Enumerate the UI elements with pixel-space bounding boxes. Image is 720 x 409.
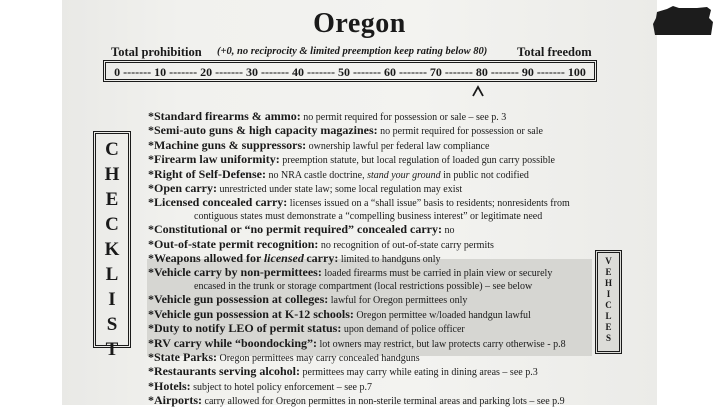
vehicles-letter: E [605, 267, 612, 277]
checklist-letter: H [104, 164, 120, 185]
checklist-item-heading: *Weapons allowed for [148, 251, 262, 266]
checklist-item-line [148, 266, 598, 280]
rating-marker-caret-icon [471, 84, 485, 98]
vehicles-letters [598, 253, 619, 344]
page-title: Oregon [313, 8, 406, 39]
checklist-item-heading: *Vehicle gun possession at K-12 schools: [148, 306, 354, 321]
checklist-item [148, 196, 598, 223]
checklist-item-body-emphasis: stand your ground [367, 169, 441, 181]
checklist-item [148, 380, 598, 394]
checklist-item-heading: *Open carry: [148, 181, 217, 196]
checklist-item [148, 365, 598, 379]
checklist-item-body: lot owners may restrict, but law protects carry otherwise - p.8 [319, 338, 566, 350]
vehicles-letter: V [605, 256, 612, 266]
checklist-item-line [148, 380, 598, 394]
checklist-letters [96, 134, 128, 362]
checklist-item-body: no permit required for possession or sale [380, 126, 543, 138]
scale-left-label: Total prohibition [111, 45, 202, 59]
checklist-item-heading: *Out-of-state permit recognition: [148, 236, 319, 251]
checklist-item-body: no recognition of out-of-state carry permits [320, 239, 494, 251]
bleed-through-letters [633, 135, 636, 157]
checklist-item-line [148, 337, 598, 351]
checklist-item [148, 124, 598, 138]
checklist-item-body: no permit required for possession or sale – see p. 3 [303, 112, 507, 123]
vehicles-letter: H [604, 278, 612, 288]
checklist-item-line [148, 252, 598, 266]
checklist-item-line [148, 322, 598, 336]
checklist-item-heading: *Constitutional or “no permit required” concealed carry: [148, 222, 442, 237]
checklist-item-line [148, 223, 598, 237]
checklist-item [148, 322, 598, 336]
checklist-item-body: lawful for Oregon permittees only [330, 295, 468, 307]
checklist-item-line [148, 168, 598, 182]
checklist-item-line [148, 153, 598, 167]
checklist-items [148, 110, 598, 409]
checklist-letter: C [105, 214, 119, 235]
checklist-letter: C [105, 139, 119, 160]
checklist-item [148, 252, 598, 266]
rating-scale-ticks: 0 ------- 10 ------- 20 ------- 30 ------- 40 ------- 50 ------- 60 ------- 70 ------- 80 ------- 90 ------- 100 [114, 65, 586, 79]
checklist-letter: I [108, 289, 116, 310]
checklist-item-heading: *Machine guns & suppressors: [148, 137, 307, 152]
checklist-item-body: licenses issued on a “shall issue” basis to residents; nonresidents from [289, 198, 570, 210]
checklist-item-line [148, 293, 598, 307]
checklist-item-line [148, 196, 598, 210]
checklist-item-heading: *Firearm law uniformity: [148, 152, 280, 167]
checklist-letter: K [104, 239, 120, 260]
checklist-item-heading-suffix: carry: [306, 251, 339, 266]
checklist-item [148, 168, 598, 182]
checklist-item-heading: *Vehicle carry by non-permittees: [148, 265, 322, 280]
document-page [62, 0, 657, 408]
checklist-item-heading: *Standard firearms & ammo: [148, 109, 301, 123]
checklist-letter: E [105, 189, 119, 210]
checklist-vertical-label [93, 131, 131, 360]
vehicles-letter: S [605, 333, 611, 343]
checklist-item-body: upon demand of police officer [343, 324, 465, 336]
checklist-item-heading: *RV carry while “boondocking”: [148, 335, 318, 350]
checklist-item [148, 293, 598, 307]
checklist-item [148, 139, 598, 153]
checklist-item-continuation: encased in the trunk or storage compartment (local restrictions possible) – see below [194, 280, 533, 292]
checklist-item-heading: *Right of Self-Defense: [148, 166, 266, 181]
checklist-item-heading: *Licensed concealed carry: [148, 195, 288, 210]
checklist-item [148, 153, 598, 167]
checklist-item-body: no [444, 225, 455, 237]
checklist-item-line [148, 238, 598, 252]
checklist-letter: L [105, 264, 119, 285]
checklist-item-body: limited to handguns only [340, 254, 441, 266]
checklist-item [148, 182, 598, 196]
checklist-item [148, 337, 598, 351]
checklist-item-heading: *Airports: [148, 393, 202, 408]
checklist-item-heading: *Semi-auto guns & high capacity magazines: [148, 123, 378, 138]
checklist-item-body: ownership lawful per federal law compliance [308, 140, 490, 152]
checklist-item-body-suffix: in public not codified [443, 169, 529, 181]
checklist-letter: S [106, 314, 118, 335]
checklist-item-line [148, 139, 598, 153]
checklist-item-continuation: contiguous states must demonstrate a “compelling business interest” or legitimate need [194, 210, 543, 222]
checklist-item-line [148, 182, 598, 196]
checklist-item-line [148, 394, 598, 408]
checklist-item-body: preemption statute, but local regulation of loaded gun carry possible [282, 155, 555, 167]
checklist-item-body: Oregon permittee w/loaded handgun lawful [356, 309, 531, 321]
checklist-item-body: loaded firearms must be carried in plain view or securely [324, 268, 553, 280]
vehicles-letter: I [606, 289, 611, 299]
checklist-item-line [148, 365, 598, 379]
vehicles-letter: C [605, 300, 612, 310]
checklist-item-body: permittees may carry while eating in dining areas – see p.3 [302, 367, 538, 379]
checklist-item-body: no NRA castle doctrine, [268, 169, 365, 181]
checklist-item-heading: *Restaurants serving alcohol: [148, 364, 300, 379]
checklist-item [148, 308, 598, 322]
checklist-item-line [148, 110, 598, 124]
checklist-item-heading: *Hotels: [148, 378, 191, 393]
rating-scale [103, 60, 597, 82]
checklist-item-body: carry allowed for Oregon permittes in non-sterile terminal areas and parking lots – see p.9 [204, 396, 565, 408]
checklist-item [148, 110, 598, 124]
checklist-item [148, 238, 598, 252]
checklist-item-body: subject to hotel policy enforcement – see p.7 [193, 381, 372, 393]
checklist-item-heading: *State Parks: [148, 349, 217, 364]
vehicles-vertical-label [595, 250, 622, 354]
checklist-item-body: Oregon permittees may carry concealed handguns [219, 352, 420, 364]
scale-note: (+0, no reciprocity & limited preemption keep rating below 80) [217, 46, 488, 57]
checklist-item [148, 394, 598, 408]
vehicles-letter: E [605, 322, 612, 332]
checklist-item [148, 223, 598, 237]
checklist-item-line [148, 351, 598, 365]
checklist-item-heading: *Vehicle gun possession at colleges: [148, 292, 329, 307]
scale-right-label: Total freedom [517, 45, 592, 59]
vehicles-letter: L [605, 311, 612, 321]
checklist-item-line [148, 124, 598, 138]
checklist-item-heading-emphasis: licensed [263, 251, 304, 266]
checklist-item-body: unrestricted under state law; some local regulation may exist [219, 184, 463, 196]
checklist-letter: T [105, 339, 119, 360]
checklist-item-heading: *Duty to notify LEO of permit status: [148, 321, 342, 336]
checklist-item-line [148, 308, 598, 322]
checklist-item [148, 351, 598, 365]
oregon-state-shape-icon [653, 6, 715, 36]
checklist-item [148, 266, 598, 293]
